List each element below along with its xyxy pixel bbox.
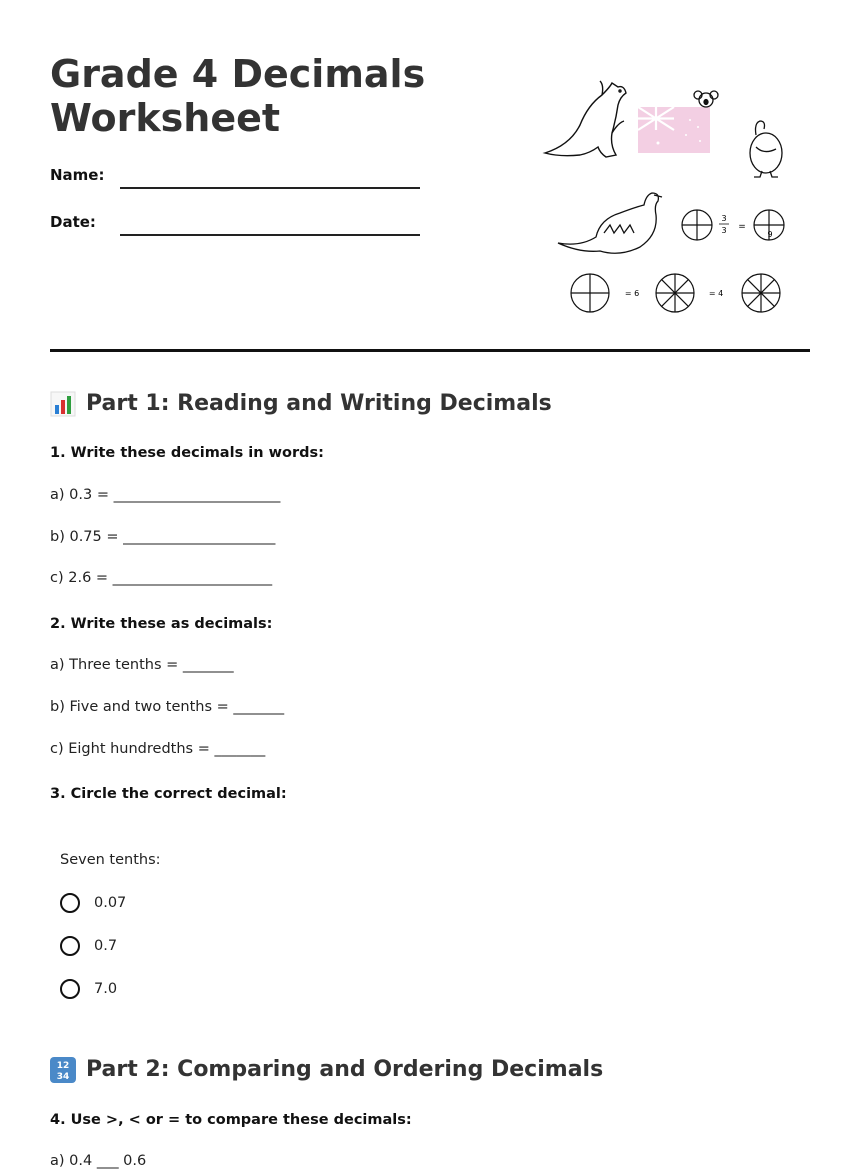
title-line-1: Grade 4 Decimals [50, 52, 426, 96]
numbers-1234-icon [50, 1057, 76, 1083]
kangaroo-icon [545, 81, 626, 157]
eq-value-2: = 6 [624, 289, 640, 298]
answer-2a: a) Three tenths = _______ [50, 657, 234, 673]
date-label: Date: [50, 213, 96, 231]
option-7-0[interactable] [60, 979, 117, 999]
question-4: 4. Use >, < or = to compare these decimals: [50, 1112, 412, 1128]
fraction-denominator: 3 [721, 226, 727, 235]
answer-2b: b) Five and two tenths = _______ [50, 699, 285, 715]
radio-circle[interactable] [60, 936, 80, 956]
date-line [120, 234, 420, 236]
equals-sign: = [738, 222, 746, 232]
australia-illustration [540, 75, 800, 320]
answer-1c: c) 2.6 = ______________________ [50, 570, 273, 586]
question-3-prompt: Seven tenths: [60, 852, 161, 868]
fraction-circle-icon [742, 274, 780, 312]
fraction-numerator: 3 [721, 214, 727, 223]
svg-text:12: 12 [56, 1061, 70, 1071]
part2-heading [50, 1056, 603, 1084]
answer-4a: a) 0.4 ___ 0.6 [50, 1153, 147, 1169]
name-line [120, 187, 420, 189]
name-label: Name: [50, 166, 105, 184]
fraction-circle-icon [571, 274, 609, 312]
option-label: 0.7 [94, 938, 118, 954]
header-divider [50, 349, 810, 352]
svg-text:34: 34 [56, 1072, 70, 1082]
option-0-07[interactable] [60, 893, 126, 913]
eq-value-3: = 4 [708, 289, 724, 298]
radio-circle[interactable] [60, 979, 80, 999]
bar-chart-icon [50, 391, 76, 417]
question-1: 1. Write these decimals in words: [50, 445, 324, 461]
option-0-7[interactable] [60, 936, 117, 956]
page-title [50, 52, 470, 140]
emu-icon [750, 121, 782, 177]
question-2: 2. Write these as decimals: [50, 616, 273, 632]
eq-value-1: 9 [767, 230, 773, 239]
part1-heading-text: Part 1: Reading and Writing Decimals [86, 391, 552, 416]
option-label: 7.0 [94, 981, 118, 997]
answer-1b: b) 0.75 = _____________________ [50, 529, 276, 545]
part2-heading-text: Part 2: Comparing and Ordering Decimals [86, 1057, 604, 1082]
radio-circle[interactable] [60, 893, 80, 913]
australian-flag-icon [638, 107, 710, 153]
answer-2c: c) Eight hundredths = _______ [50, 741, 266, 757]
option-label: 0.07 [94, 895, 127, 911]
part1-heading [50, 390, 552, 418]
answer-1a: a) 0.3 = _______________________ [50, 487, 281, 503]
fraction-circle-icon [656, 274, 694, 312]
koala-icon [694, 91, 718, 107]
platypus-icon [558, 193, 662, 253]
fraction-circle-icon [682, 210, 712, 240]
question-3: 3. Circle the correct decimal: [50, 786, 287, 802]
title-line-2: Worksheet [50, 96, 281, 140]
